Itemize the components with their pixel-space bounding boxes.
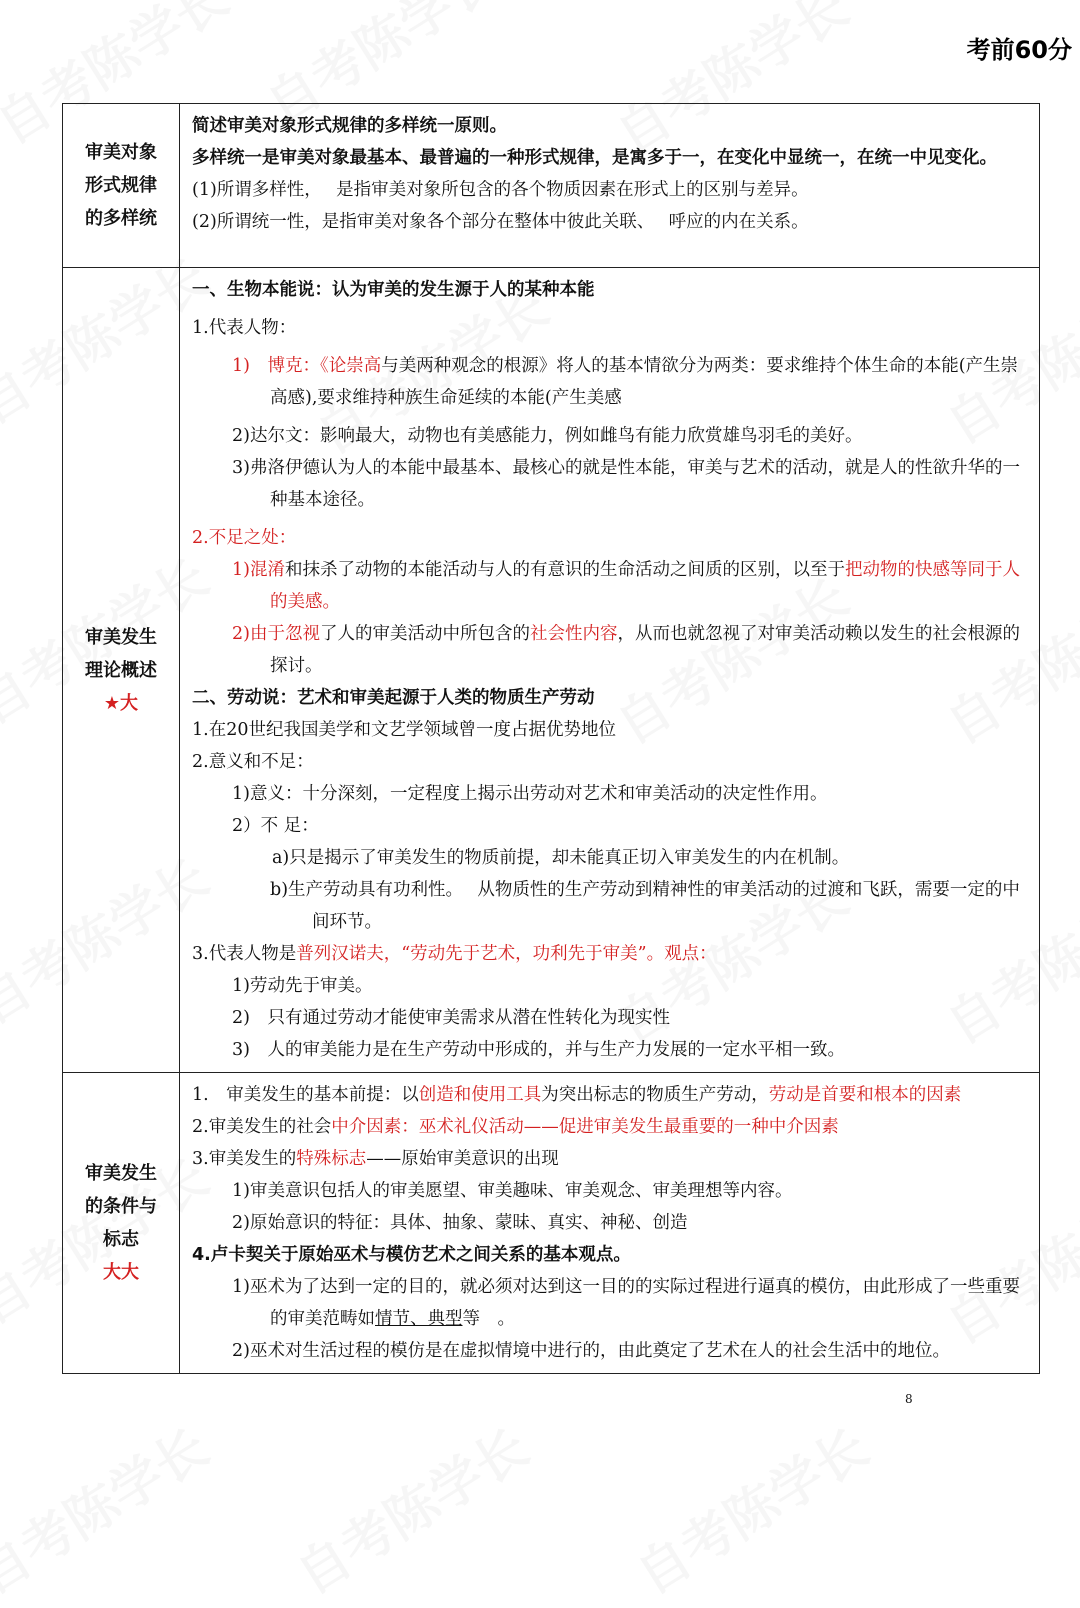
highlight-text: 社会性内容	[529, 624, 618, 644]
list-item-text: 1)巫术为了达到一定的目的，就必须对达到这一目的的实际过程进行逼真的模仿，由此形成了一些重要的审美范畴如	[232, 1277, 1020, 1329]
list-item	[192, 618, 1035, 682]
list-item	[192, 554, 1035, 618]
row-label-line: 标志	[103, 1229, 139, 1250]
list-item: 1.代表人物：	[192, 318, 297, 338]
list-item	[192, 350, 1035, 414]
list-item: 1)劳动先于审美。	[232, 976, 373, 996]
list-item-text: 3.代表人物是	[192, 944, 297, 964]
list-item	[192, 1271, 1035, 1335]
row-label-line: 审美发生	[85, 626, 157, 648]
header-title: 考前60分	[966, 36, 1072, 64]
row-content	[180, 268, 1040, 1073]
list-item-text: 与美两种观念的根源》将人的基本情欲分为两类：要求维持个体生命的本能(产生崇高感),要求维持种族生命延续的本能(产生美感	[270, 356, 1019, 408]
list-item: 2.不足之处：	[192, 528, 297, 548]
list-item: 2) 只有通过劳动才能使审美需求从潜在性转化为现实性	[232, 1008, 670, 1028]
list-item-text: 2.审美发生的社会	[192, 1117, 332, 1137]
highlight-text: 创造和使用工具	[418, 1085, 542, 1105]
row-content	[180, 1073, 1040, 1374]
highlight-text: 普列汉诺夫，“劳动先于艺术，功利先于审美”。观点：	[296, 944, 717, 964]
list-item: 3) 人的审美能力是在生产劳动中形成的，并与生产力发展的一定水平相一致。	[232, 1040, 845, 1060]
list-item-text: 和抹杀了动物的本能活动与人的有意识的生命活动之间质的区别，以至于	[284, 560, 845, 580]
list-item: 1.在20世纪我国美学和文艺学领域曾一度占据优势地位	[192, 720, 616, 740]
list-item-text: 1. 审美发生的基本前提：以	[192, 1085, 419, 1105]
row-label	[63, 104, 180, 268]
highlight-text: 中介因素：巫术礼仪活动——促进审美发生最重要的一种中介因素	[331, 1117, 839, 1137]
row-content	[180, 104, 1040, 268]
importance-star: ★大	[103, 692, 139, 714]
notes-table	[62, 103, 1040, 1374]
question-text: 简述审美对象形式规律的多样统一原则。	[192, 116, 507, 136]
list-item	[192, 1079, 1035, 1111]
highlight-text: 1)混淆	[232, 560, 285, 580]
table-row	[63, 1073, 1040, 1374]
row-label	[63, 268, 180, 1073]
list-item-text: ——原始审美意识的出现	[366, 1149, 559, 1169]
list-item-text: 为突出标志的物质生产劳动，	[541, 1085, 769, 1105]
list-item	[192, 938, 1035, 970]
answer-text: 多样统一是审美对象最基本、最普遍的一种形式规律，是寓多于一，在变化中显统一，在统一中见变化。	[192, 148, 997, 168]
list-item-text: ，从而也就忽视了对审美活动赖以发生的社会根源的探讨。	[270, 624, 1020, 676]
highlight-text: 把动物的快感等同于人的美感。	[270, 560, 1020, 612]
list-item	[192, 1143, 1035, 1175]
section-title: 二、劳动说：艺术和审美起源于人类的物质生产劳动	[192, 688, 595, 708]
watermark	[0, 1407, 220, 1608]
highlight-text: 特殊标志	[296, 1149, 367, 1169]
table-row	[63, 268, 1040, 1073]
highlight-text: 劳动是首要和根本的因素	[768, 1085, 962, 1105]
list-item: 1)审美意识包括人的审美愿望、审美趣味、审美观念、审美理想等内容。	[232, 1181, 793, 1201]
table-row	[63, 104, 1040, 268]
list-item: 2)达尔文：影响最大，动物也有美感能力，例如雌鸟有能力欣赏雄鸟羽毛的美好。	[232, 426, 863, 446]
list-item-text: 等 。	[462, 1309, 515, 1329]
list-item: b)生产劳动具有功利性。 从物质性的生产劳动到精神性的审美活动的过渡和飞跃，需要一定的中间环节。	[270, 880, 1020, 932]
highlight-text: 2)由于忽视	[232, 624, 320, 644]
list-item: 1)意义：十分深刻，一定程度上揭示出劳动对艺术和审美活动的决定性作用。	[232, 784, 828, 804]
list-item: 2）不 足：	[232, 816, 319, 836]
list-item: a)只是揭示了审美发生的物质前提，却未能真正切入审美发生的内在机制。	[272, 848, 850, 868]
list-item: 2)原始意识的特征：具体、抽象、蒙昧、真实、神秘、创造	[232, 1213, 688, 1233]
watermark	[620, 1407, 880, 1608]
point-text: (2)所谓统一性，是指审美对象各个部分在整体中彼此关联、 呼应的内在关系。	[192, 212, 809, 232]
section-title: 一、生物本能说：认为审美的发生源于人的某种本能	[192, 280, 595, 300]
row-label-line: 的条件与	[85, 1196, 157, 1217]
list-item	[192, 1111, 1035, 1143]
list-item-text: 3.审美发生的	[192, 1149, 297, 1169]
row-label-line: 形式规律	[85, 175, 157, 196]
list-item-text: 了人的审美活动中所包含的	[319, 624, 530, 644]
row-label-line: 审美发生	[85, 1163, 157, 1184]
row-label-line: 理论概述	[85, 659, 157, 681]
list-item: 2.意义和不足：	[192, 752, 314, 772]
list-item: 2)巫术对生活过程的模仿是在虚拟情境中进行的，由此奠定了艺术在人的社会生活中的地位。	[232, 1341, 950, 1361]
watermark	[280, 1407, 540, 1608]
underlined-text: 情节、典型	[375, 1309, 463, 1329]
importance-star: 大大	[103, 1262, 139, 1283]
list-item: 4.卢卡契关于原始巫术与模仿艺术之间关系的基本观点。	[192, 1245, 631, 1265]
page-number: 8	[905, 1392, 913, 1406]
row-label	[63, 1073, 180, 1374]
list-item: 3)弗洛伊德认为人的本能中最基本、最核心的就是性本能，审美与艺术的活动，就是人的性欲升华的一种基本途径。	[232, 458, 1020, 510]
point-text: (1)所谓多样性， 是指审美对象所包含的各个物质因素在形式上的区别与差异。	[192, 180, 809, 200]
row-label-line: 的多样统	[85, 208, 157, 229]
row-label-line: 审美对象	[85, 142, 157, 163]
highlight-text: 1) 博克：《论崇高	[232, 356, 382, 376]
